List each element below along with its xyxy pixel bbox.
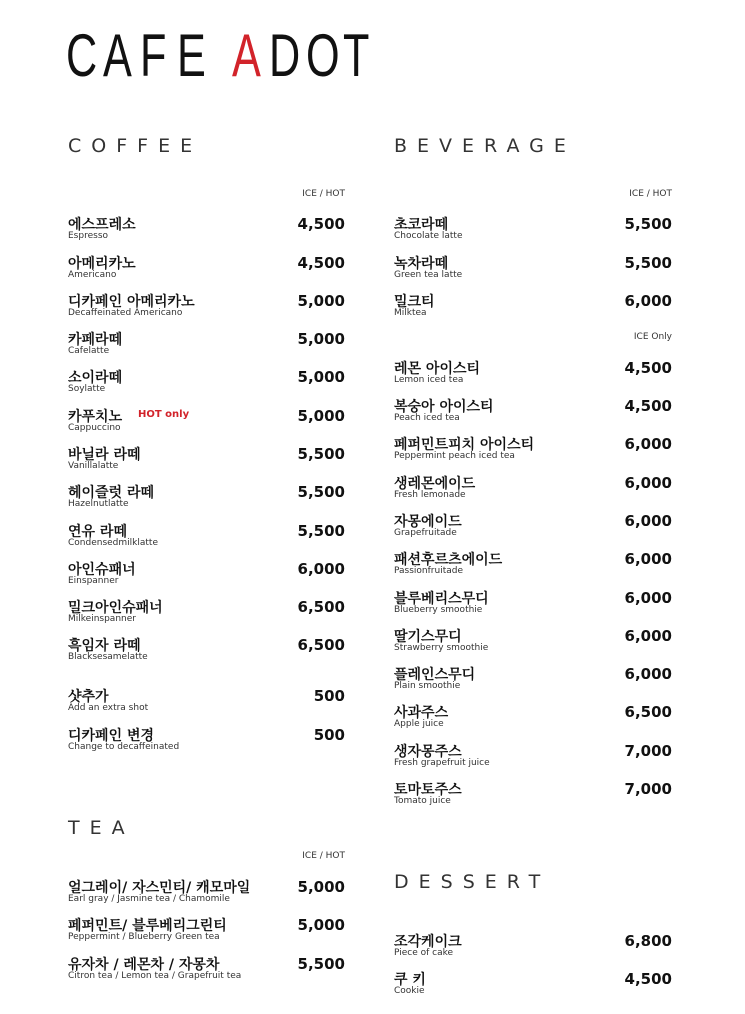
- item-english-name: Cookie: [394, 986, 425, 996]
- beverage-section-title: BEVERAGE: [394, 135, 576, 157]
- item-english-name: Decaffeinated Americano: [68, 308, 183, 318]
- item-english-name: Hazelnutlatte: [68, 499, 129, 509]
- item-korean-name: 연유 라떼: [68, 524, 127, 540]
- item-price: 500: [313, 687, 345, 705]
- extra-item: [68, 725, 345, 759]
- item-english-name: Espresso: [68, 231, 109, 241]
- item-korean-name: 플레인스무디: [394, 667, 476, 683]
- item-price: 7,000: [624, 780, 672, 798]
- item-english-name: Piece of cake: [394, 948, 454, 958]
- item-price: 6,500: [297, 598, 345, 616]
- item-korean-name: 생자몽주스: [394, 744, 462, 760]
- right-column: [394, 0, 672, 1014]
- menu-item: [394, 931, 672, 965]
- item-korean-name: 디카페인 변경: [68, 728, 155, 744]
- item-korean-name: 토마토주스: [394, 782, 462, 798]
- item-price: 5,500: [297, 445, 345, 463]
- tea-section-title: TEA: [68, 817, 135, 839]
- item-english-name: Chocolate latte: [394, 231, 463, 241]
- item-korean-name: 헤이즐럿 라떼: [68, 485, 155, 501]
- item-english-name: Peppermint peach iced tea: [394, 451, 515, 461]
- item-english-name: Vanillalatte: [68, 461, 119, 471]
- menu-item: [68, 444, 345, 478]
- item-price: 6,000: [624, 512, 672, 530]
- menu-item: [68, 329, 345, 363]
- item-korean-name: 흑임자 라떼: [68, 638, 141, 654]
- item-korean-name: 블루베리스무디: [394, 591, 489, 607]
- item-english-name: Condensedmilklatte: [68, 538, 158, 548]
- menu-item: [68, 635, 345, 669]
- item-price: 5,500: [624, 215, 672, 233]
- item-english-name: Citron tea / Lemon tea / Grapefruit tea: [68, 971, 242, 981]
- item-price: 6,000: [624, 665, 672, 683]
- item-english-name: Strawberry smoothie: [394, 643, 489, 653]
- menu-item: [394, 511, 672, 545]
- item-price: 5,000: [297, 292, 345, 310]
- item-english-name: Fresh grapefruit juice: [394, 758, 490, 768]
- item-korean-name: 초코라떼: [394, 217, 449, 233]
- item-korean-name: 조각케이크: [394, 934, 462, 950]
- menu-item: [68, 291, 345, 325]
- item-english-name: Plain smoothie: [394, 681, 461, 691]
- menu-item: [394, 358, 672, 392]
- item-english-name: Blueberry smoothie: [394, 605, 483, 615]
- item-english-name: Cafelatte: [68, 346, 110, 356]
- menu-item: [68, 253, 345, 287]
- menu-item: [68, 597, 345, 631]
- item-english-name: Lemon iced tea: [394, 375, 464, 385]
- item-price: 5,500: [297, 522, 345, 540]
- tea-ice-hot-header: ICE / HOT: [302, 851, 345, 861]
- item-english-name: Fresh lemonade: [394, 490, 466, 500]
- logo-letter: D: [269, 22, 301, 89]
- menu-item: [394, 741, 672, 775]
- item-english-name: Green tea latte: [394, 270, 463, 280]
- menu-item: [394, 214, 672, 248]
- item-korean-name: 패션후르츠에이드: [394, 552, 503, 568]
- item-english-name: Cappuccino: [68, 423, 121, 433]
- menu-item: [394, 291, 672, 325]
- item-korean-name: 밀크아인슈패너: [68, 600, 163, 616]
- item-korean-name: 레몬 아이스티: [394, 361, 481, 377]
- extra-item: [68, 686, 345, 720]
- item-english-name: Grapefruitade: [394, 528, 457, 538]
- item-korean-name: 사과주스: [394, 705, 449, 721]
- item-english-name: Milktea: [394, 308, 427, 318]
- item-korean-name: 딸기스무디: [394, 629, 462, 645]
- item-english-name: Add an extra shot: [68, 703, 149, 713]
- item-korean-name: 녹차라떼: [394, 256, 449, 272]
- item-price: 4,500: [624, 359, 672, 377]
- coffee-section-title: COFFEE: [68, 135, 203, 157]
- hot-only-badge: HOT only: [138, 409, 190, 420]
- menu-item: [394, 664, 672, 698]
- item-price: 6,000: [624, 474, 672, 492]
- logo-letter: A: [103, 22, 132, 89]
- item-korean-name: 유자차 / 레몬차 / 자몽차: [68, 957, 220, 973]
- menu-item: [68, 482, 345, 516]
- ice-only-header: ICE Only: [633, 332, 672, 342]
- menu-item: [394, 253, 672, 287]
- item-price: 6,000: [624, 627, 672, 645]
- item-price: 5,500: [297, 483, 345, 501]
- menu-item: [68, 877, 345, 911]
- logo-letter: T: [343, 22, 370, 89]
- item-korean-name: 디카페인 아메리카노: [68, 294, 195, 310]
- item-korean-name: 카푸치노: [68, 409, 123, 425]
- item-english-name: Peach iced tea: [394, 413, 460, 423]
- menu-item: [394, 969, 672, 1003]
- item-korean-name: 얼그레이/ 자스민티/ 캐모마일: [68, 880, 251, 896]
- item-price: 4,500: [624, 970, 672, 988]
- item-english-name: Peppermint / Blueberry Green tea: [68, 932, 220, 942]
- item-korean-name: 자몽에이드: [394, 514, 462, 530]
- left-column: [68, 0, 345, 1014]
- logo-letter-accent: A: [232, 22, 261, 89]
- item-price: 5,500: [297, 955, 345, 973]
- item-korean-name: 복숭아 아이스티: [394, 399, 494, 415]
- item-english-name: Passionfruitade: [394, 566, 463, 576]
- item-price: 6,000: [297, 560, 345, 578]
- item-korean-name: 에스프레소: [68, 217, 136, 233]
- item-price: 5,000: [297, 330, 345, 348]
- menu-item: [68, 915, 345, 949]
- logo-letter: E: [177, 22, 206, 89]
- item-english-name: Americano: [68, 270, 117, 280]
- item-price: 5,000: [297, 878, 345, 896]
- item-korean-name: 생레몬에이드: [394, 476, 476, 492]
- item-price: 6,000: [624, 550, 672, 568]
- item-price: 4,500: [624, 397, 672, 415]
- item-price: 6,800: [624, 932, 672, 950]
- item-korean-name: 아인슈패너: [68, 562, 136, 578]
- item-korean-name: 페퍼민트/ 블루베리그린티: [68, 918, 227, 934]
- logo-letter: C: [66, 22, 98, 89]
- item-korean-name: 쿠 키: [394, 972, 426, 988]
- menu-item: [68, 954, 345, 988]
- item-korean-name: 밀크티: [394, 294, 435, 310]
- item-english-name: Blacksesamelatte: [68, 652, 148, 662]
- item-korean-name: 샷추가: [68, 689, 109, 705]
- item-korean-name: 카페라떼: [68, 332, 123, 348]
- item-price: 6,000: [624, 589, 672, 607]
- item-english-name: Earl gray / Jasmine tea / Chamomile: [68, 894, 230, 904]
- menu-item: [68, 214, 345, 248]
- item-price: 5,000: [297, 368, 345, 386]
- item-korean-name: 페퍼민트피치 아이스티: [394, 437, 535, 453]
- item-price: 4,500: [297, 215, 345, 233]
- menu-item: [68, 521, 345, 555]
- item-price: 5,000: [297, 407, 345, 425]
- logo-letter: F: [140, 22, 167, 89]
- item-price: 6,000: [624, 435, 672, 453]
- coffee-ice-hot-header: ICE / HOT: [302, 189, 345, 199]
- menu-item: [394, 626, 672, 660]
- logo-letter: O: [306, 22, 340, 89]
- menu-item: [394, 434, 672, 468]
- item-english-name: Change to decaffeinated: [68, 742, 180, 752]
- item-price: 5,500: [624, 254, 672, 272]
- menu-item: [394, 396, 672, 430]
- menu-item: [394, 702, 672, 736]
- menu-item: [394, 549, 672, 583]
- dessert-section-title: DESSERT: [394, 871, 551, 893]
- item-price: 7,000: [624, 742, 672, 760]
- item-korean-name: 소이라떼: [68, 370, 123, 386]
- item-english-name: Milkeinspanner: [68, 614, 136, 624]
- item-korean-name: 바닐라 라떼: [68, 447, 141, 463]
- menu-item: [394, 588, 672, 622]
- item-price: 5,000: [297, 916, 345, 934]
- menu-item: [68, 367, 345, 401]
- menu-item: [394, 473, 672, 507]
- item-price: 500: [313, 726, 345, 744]
- item-price: 4,500: [297, 254, 345, 272]
- item-english-name: Einspanner: [68, 576, 119, 586]
- menu-item: [68, 559, 345, 593]
- item-english-name: Apple juice: [394, 719, 444, 729]
- item-price: 6,500: [624, 703, 672, 721]
- menu-item: [394, 779, 672, 813]
- item-price: 6,000: [624, 292, 672, 310]
- beverage-ice-hot-header: ICE / HOT: [629, 189, 672, 199]
- item-english-name: Soylatte: [68, 384, 106, 394]
- item-price: 6,500: [297, 636, 345, 654]
- item-korean-name: 아메리카노: [68, 256, 136, 272]
- item-english-name: Tomato juice: [394, 796, 451, 806]
- menu-item: [68, 406, 345, 440]
